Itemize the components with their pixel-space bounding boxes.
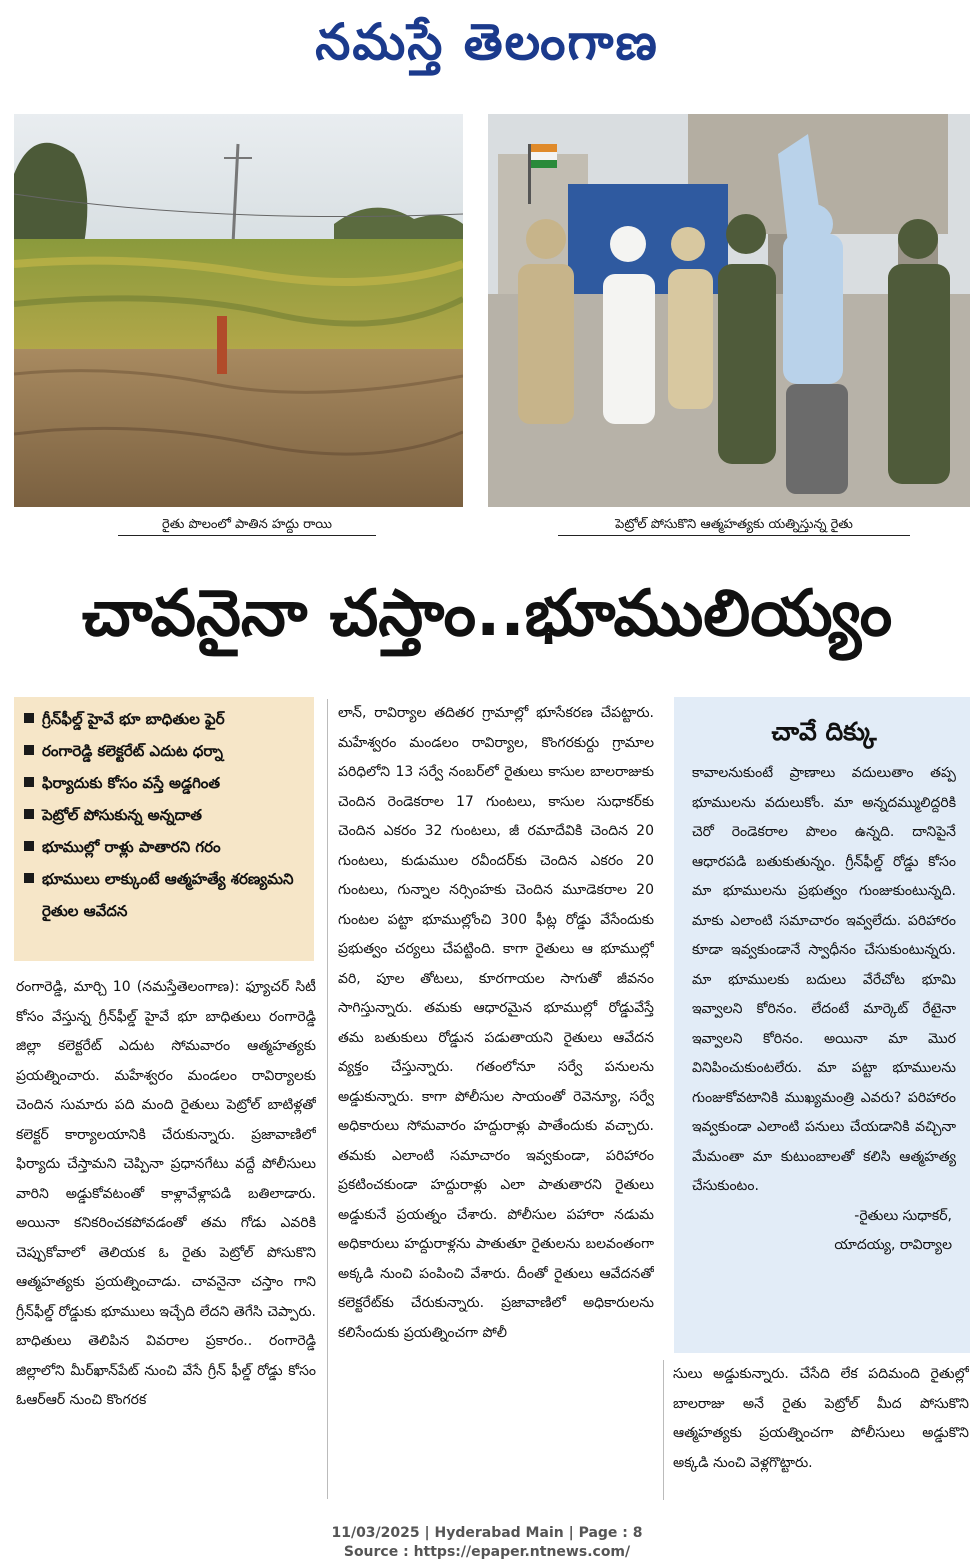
column-divider <box>327 699 328 1499</box>
article-column-right <box>673 1360 969 1495</box>
highlights-box <box>14 697 314 961</box>
highlight-item: ఫిర్యాదుకు కోసం వస్తే అడ్డగింత <box>24 767 306 799</box>
edition-info: 11/03/2025 | Hyderabad Main | Page : 8 <box>331 1525 643 1541</box>
sidebar-quote-box <box>674 697 970 1353</box>
bullet-square-icon <box>24 713 34 723</box>
source-link[interactable]: Source : https://epaper.ntnews.com/ <box>343 1544 631 1560</box>
highlight-item: పెట్రోల్ పోసుకున్న అన్నదాత <box>24 799 306 831</box>
photo-caption-left: రైతు పొలంలో పాతిన హద్దు రాయి <box>118 514 376 536</box>
bullet-square-icon <box>24 809 34 819</box>
article-column-middle <box>338 699 654 1499</box>
highlight-item: గ్రీన్‌ఫీల్డ్ హైవే భూ బాధితుల ఫైర్ <box>24 703 306 735</box>
highlight-item: రంగారెడ్డి కలెక్టరేట్ ఎదుట ధర్నా <box>24 735 306 767</box>
article-column-left <box>16 973 316 1493</box>
highlight-item: భూములు లాక్కుంటే ఆత్మహత్యే శరణ్యమని రైతుల ఆవేదన <box>24 863 306 927</box>
bullet-square-icon <box>24 873 34 883</box>
highlight-item: భూముల్లో రాళ్లు పాతారని గరం <box>24 831 306 863</box>
article-text: లాన్, రావిర్యాల తదితర గ్రామాల్లో భూసేకరణ చేపట్టారు. మహేశ్వరం మండలం రావిర్యాల, కొంగరకుర్దు గ్రామాల పరిధిలోని 13 సర్వే నంబర్‌లో రైతులు కాసుల బాలరాజుకు చెందిన రెండెకరాల 17 గుంటలు, కాసుల సుధాకర్‌కు చెందిన ఎకరం 32 గుంటలు, జీ రమాదేవికి చెందిన 20 గుంటలు, కుడుముల రవీందర్‌కు చెందిన ఎకరం 20 గుంటలు, గున్నాల నర్సింహకు చెందిన మూడెకరాల 20 గుంటల పట్టా భూముల్లోంచి 300 ఫీట్ల రోడ్డు వేసేందుకు ప్రభుత్వం చర్యలు చేపట్టింది. కాగా రైతులు ఆ భూముల్లో వరి, పూల తోటలు, కూరగాయల సాగుతో జీవనం సాగిస్తున్నారు. తమకు ఆధారమైన భూముల్లో రోడ్డువేస్తే తమ బతుకులు రోడ్డున పడుతాయని రైతులు ఆవేదన వ్యక్తం చేస్తున్నారు. గతంలోనూ సర్వే పనులను అడ్డుకున్నారు. కాగా పోలీసుల సాయంతో రెవెన్యూ, సర్వే అధికారులు సోమవారం హద్దురాళ్లు పాతేందుకు వచ్చారు. తమకు ఎలాంటి సమాచారం ఇవ్వకుండా, పరిహారం ప్రకటించకుండా హద్దురాళ్లు ఎలా పాతుతారని రైతులు అడ్డుకునే ప్రయత్నం చేశారు. పోలీసుల పహారా నడుమ అధికారులు హద్దురాళ్లను పాతుతూ రైతులను బలవంతంగా అక్కడి నుంచి పంపించి వేశారు. దీంతో రైతులు ఆవేదనతో కలెక్టరేట్‌కు చేరుకున్నారు. ప్రజావాణిలో అధికారులను కలిసేందుకు ప్రయత్నించగా పోలీ <box>338 705 654 1341</box>
page-footer <box>0 1524 974 1561</box>
field-photo <box>14 114 463 507</box>
sidebar-quote-text: కావాలనుకుంటే ప్రాణాలు వదులుతాం తప్ప భూములను వదులుకోం. మా అన్నదమ్ములిద్దరికి చెరో రెండెకరాల పొలం ఉన్నది. దానిపైనే ఆధారపడి బతుకుతున్నం. గ్రీన్‌ఫీల్డ్ రోడ్డు కోసం మా భూములను ప్రభుత్వం గుంజుకుంటున్నది. మాకు ఎలాంటి సమాచారం ఇవ్వలేదు. పరిహారం కూడా ఇవ్వకుండానే స్వాధీనం చేసుకుంటున్నరు. మా భూములకు బదులు వేరేచోట భూమి ఇవ్వాలని కోరినం. లేదంటే మార్కెట్ రేటైనా ఇవ్వాలని కోరినం. అయినా మా మొర వినిపించుకుంటలేరు. మా పట్టా భూములను గుంజుకోవటానికి ముఖ్యమంత్రి ఎవరు? పరిహారం ఇవ్వకుండా ఎలాంటి పనులు చేయడానికి వచ్చినా మేమంతా మా కుటుంబాలతో కలిసి ఆత్మహత్య చేసుకుంటం. <box>692 765 956 1194</box>
column-divider <box>663 1360 664 1500</box>
sidebar-signature: యాదయ్య, రావిర్యాల <box>834 1236 952 1253</box>
headline: చావనైనా చస్తాం..భూములియ్యం <box>81 577 893 651</box>
bullet-square-icon <box>24 777 34 787</box>
article-text: సులు అడ్డుకున్నారు. చేసేది లేక పదిమంది రైతుల్లో బాలరాజు అనే రైతు పెట్రోల్ మీద పోసుకొని ఆత్మహత్యకు ప్రయత్నించగా పోలీసులు అడ్డుకొని అక్కడి నుంచి వెళ్లగొట్టారు. <box>673 1366 969 1471</box>
masthead-title: నమస్తే తెలంగాణ <box>315 12 659 71</box>
protest-photo <box>488 114 970 507</box>
sidebar-signature: -రైతులు సుధాకర్, <box>854 1207 952 1224</box>
photo-caption-right: పెట్రోల్ పోసుకొని ఆత్మహత్యకు యత్నిస్తున్న రైతు <box>558 514 910 536</box>
article-text: రంగారెడ్డి, మార్చి 10 (నమస్తేతెలంగాణ): ఫ్యూచర్ సిటీ కోసం వేస్తున్న గ్రీన్‌ఫీల్డ్ హైవే భూ బాధితులు రంగారెడ్డి జిల్లా కలెక్టరేట్ ఎదుట సోమవారం ఆత్మహత్యకు ప్రయత్నించారు. మహేశ్వరం మండలం రావిర్యాలకు చెందిన సుమారు పది మంది రైతులు పెట్రోల్ బాటిళ్లతో కలెక్టర్ కార్యాలయానికి చేరుకున్నారు. ప్రజావాణిలో ఫిర్యాదు చేస్తామని చెప్పినా ప్రధానగేటు వద్దే పోలీసులు వారిని అడ్డుకోవటంతో కాళ్లావేళ్లాపడి బతిలాడారు. అయినా కనికరించకపోవడంతో తమ గోడు ఎవరికి చెప్పుకోవాలో తెలియక ఓ రైతు పెట్రోల్ పోసుకొని ఆత్మహత్యకు ప్రయత్నించాడు. చావనైనా చస్తాం గాని గ్రీన్‌ఫీల్డ్ రోడ్డుకు భూములు ఇచ్చేది లేదని తెగేసి చెప్పారు. బాధితులు తెలిపిన వివరాల ప్రకారం.. రంగారెడ్డి జిల్లాలోని మీర్‌ఖాన్‌పేట్ నుంచి వేసే గ్రీన్ ఫీల్డ్ రోడ్డు కోసం ఓఆర్ఆర్ నుంచి కొంగరక <box>16 979 316 1408</box>
sidebar-title: చావే దిక్కు <box>771 717 877 746</box>
bullet-square-icon <box>24 745 34 755</box>
bullet-square-icon <box>24 841 34 851</box>
